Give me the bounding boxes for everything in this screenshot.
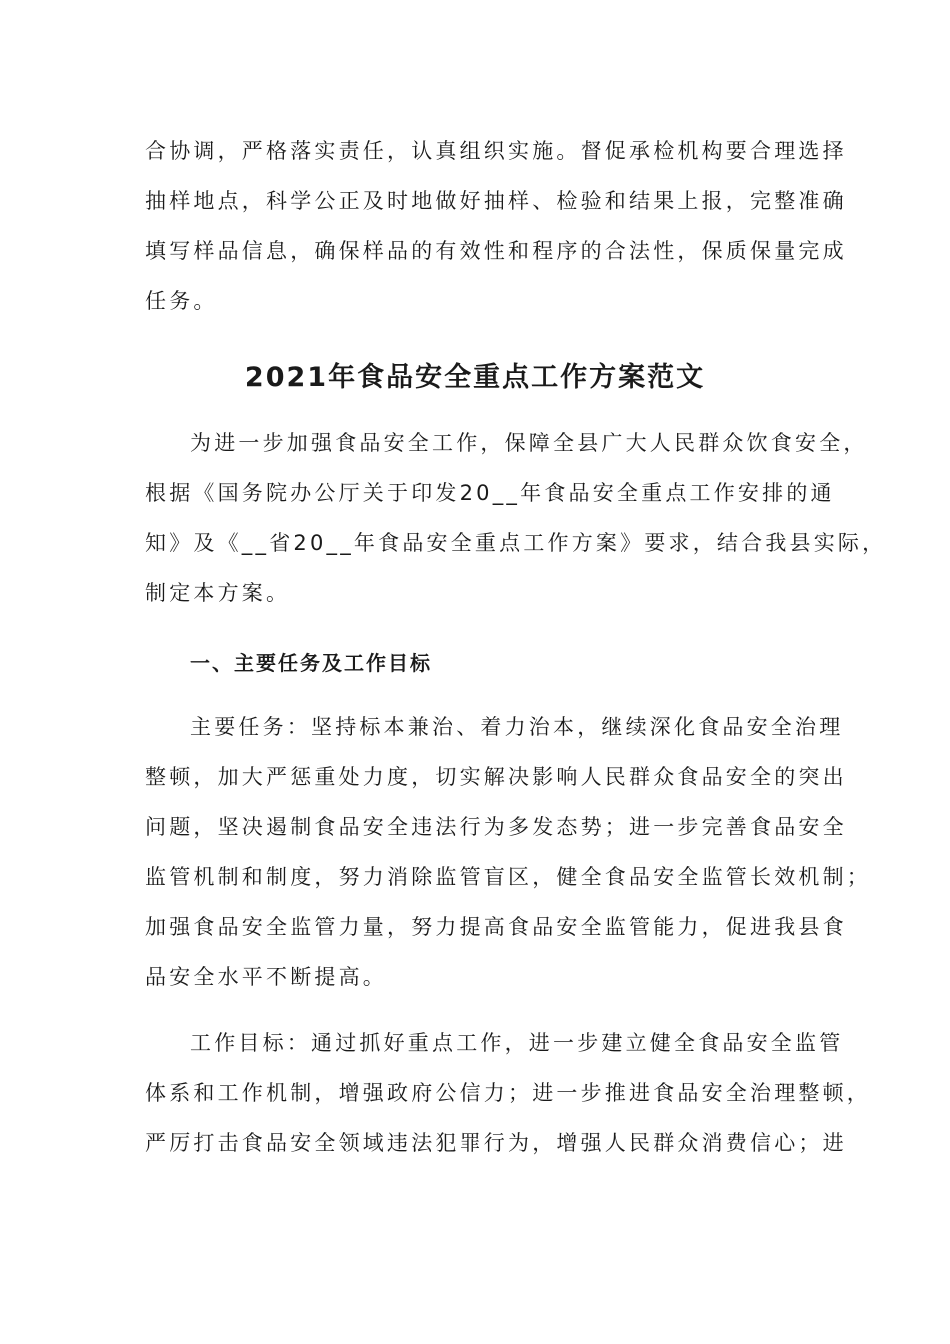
paragraph-line: 整顿，加大严惩重处力度，切实解决影响人民群众食品安全的突出	[145, 765, 847, 789]
paragraph-line: 抽样地点，科学公正及时地做好抽样、检验和结果上报，完整准确	[145, 189, 847, 213]
paragraph-line: 体系和工作机制，增强政府公信力；进一步推进食品安全治理整顿，	[145, 1081, 871, 1105]
paragraph-line: 制定本方案。	[145, 581, 291, 605]
paragraph-line: 严厉打击食品安全领域违法犯罪行为，增强人民群众消费信心；进	[145, 1131, 847, 1155]
paragraph-line: 填写样品信息，确保样品的有效性和程序的合法性，保质保量完成	[145, 239, 847, 263]
section-heading: 一、主要任务及工作目标	[190, 651, 432, 675]
paragraph-line: 监管机制和制度，努力消除监管盲区，健全食品安全监管长效机制；	[145, 865, 871, 889]
paragraph-line: 任务。	[145, 289, 218, 313]
paragraph-line: 问题，坚决遏制食品安全违法行为多发态势；进一步完善食品安全	[145, 815, 847, 839]
paragraph-line: 品安全水平不断提高。	[145, 965, 387, 989]
paragraph-line: 主要任务：坚持标本兼治、着力治本，继续深化食品安全治理	[190, 715, 844, 739]
paragraph-line: 知》及《__省20__年食品安全重点工作方案》要求，结合我县实际，	[145, 531, 887, 555]
paragraph-line: 加强食品安全监管力量，努力提高食品安全监管能力，促进我县食	[145, 915, 847, 939]
document-title: 2021年食品安全重点工作方案范文	[244, 362, 706, 393]
paragraph-line: 合协调，严格落实责任，认真组织实施。督促承检机构要合理选择	[145, 139, 847, 163]
paragraph-line: 根据《国务院办公厅关于印发20__年食品安全重点工作安排的通	[145, 481, 835, 505]
paragraph-line: 工作目标：通过抓好重点工作，进一步建立健全食品安全监管	[190, 1031, 844, 1055]
paragraph-line: 为进一步加强食品安全工作，保障全县广大人民群众饮食安全，	[190, 431, 868, 455]
